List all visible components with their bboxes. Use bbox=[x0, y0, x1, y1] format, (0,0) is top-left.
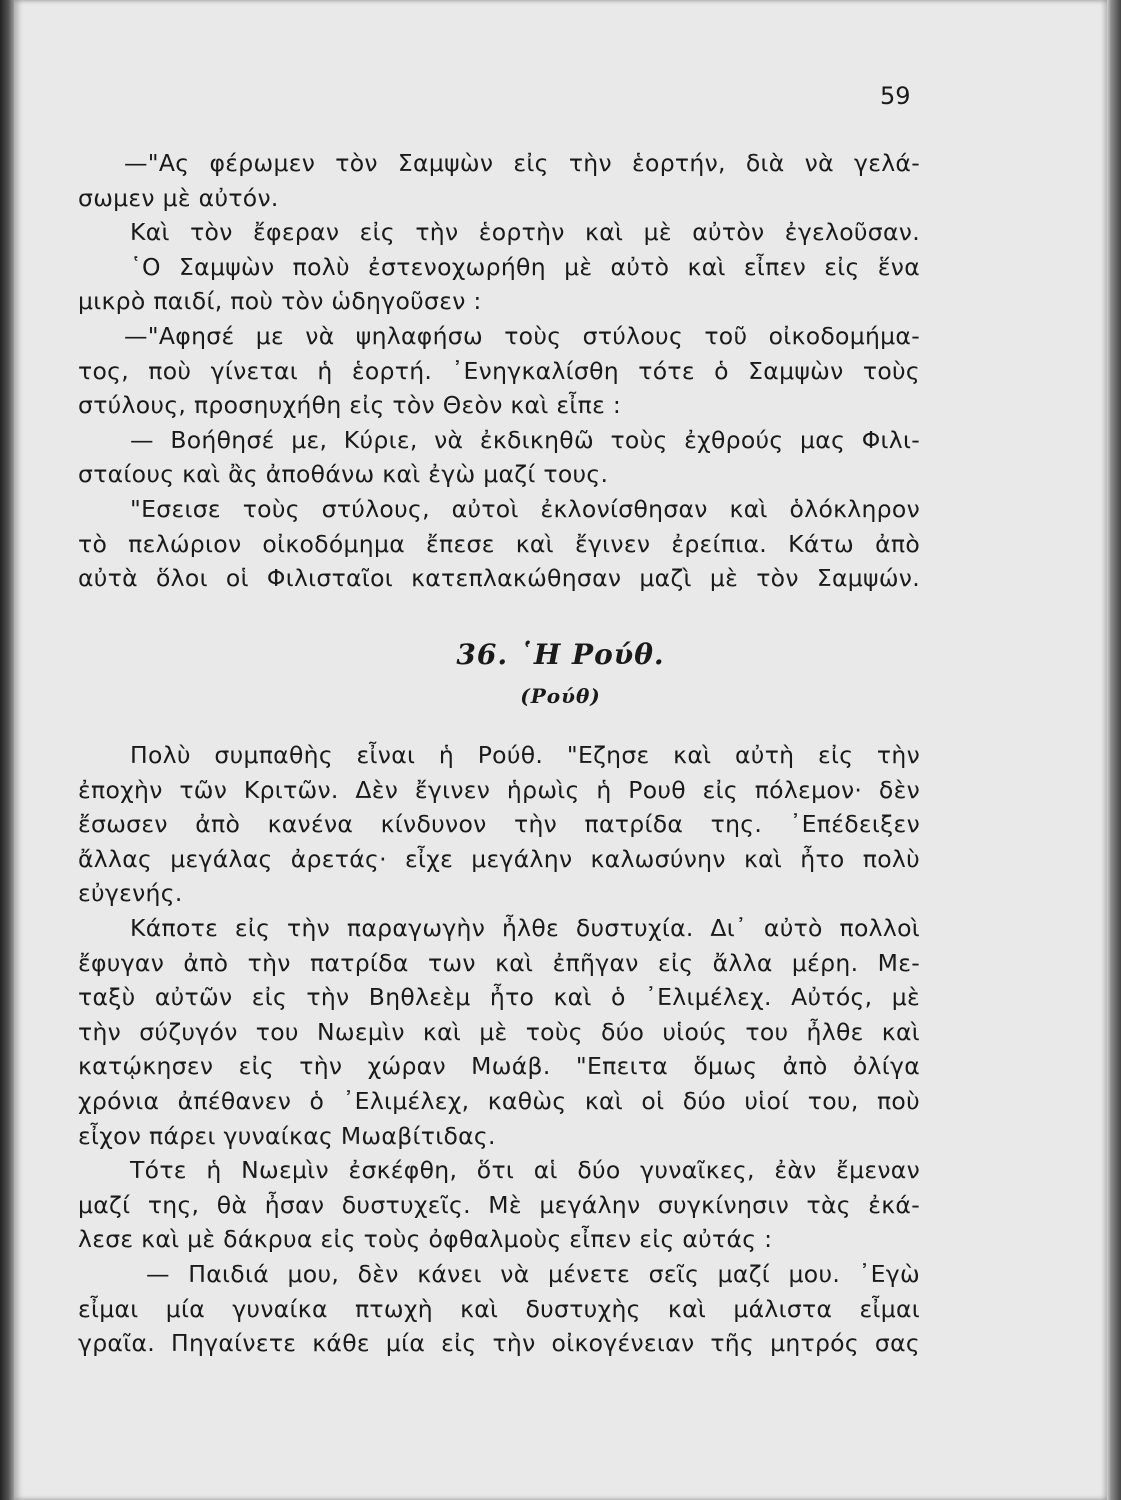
chapter-title: 36. ῾Η Ρούθ. bbox=[456, 638, 665, 671]
text-line: Κάποτε εἰς τὴν παραγωγὴν ἦλθε δυστυχία. Δι᾿ αὐτὸ πολλοὶ bbox=[130, 913, 920, 942]
text-line: ῾Ο Σαμψὼν πολὺ ἐστενοχωρήθη μὲ αὐτὸ καὶ εἶπεν εἰς ἕνα bbox=[130, 252, 920, 281]
text-line: μικρὸ παιδί, ποὺ τὸν ὡδηγοῦσεν : bbox=[78, 287, 482, 316]
paragraph-block-ruth bbox=[78, 738, 920, 1361]
text-line: εἶχον πάρει γυναίκας Μωαβίτιδας. bbox=[78, 1121, 496, 1150]
text-line: Τότε ἡ Νωεμὶν ἐσκέφθη, ὅτι αἱ δύο γυναῖκες, ἐὰν ἔμεναν bbox=[130, 1156, 920, 1185]
text-line: χρόνια ἀπέθανεν ὁ ᾿Ελιμέλεχ, καθὼς καὶ οἱ δύο υἱοί του, ποὺ bbox=[78, 1086, 920, 1115]
text-line: μαζί της, θὰ ἦσαν δυστυχεῖς. Μὲ μεγάλην συγκίνησιν τὰς ἐκά- bbox=[78, 1190, 920, 1219]
text-line: αὐτὰ ὅλοι οἱ Φιλισταῖοι κατεπλακώθησαν μαζὶ μὲ τὸν Σαμψών. bbox=[78, 564, 920, 593]
text-line: "Εσεισε τοὺς στύλους, αὐτοὶ ἐκλονίσθησαν καὶ ὁλόκληρον bbox=[130, 494, 920, 523]
text-line: ταξὺ αὐτῶν εἰς τὴν Βηθλεὲμ ἦτο καὶ ὁ ᾿Ελιμέλεχ. Αὐτός, μὲ bbox=[78, 983, 920, 1012]
chapter-subtitle: (Ρούθ) bbox=[520, 684, 601, 708]
text-line: γραῖα. Πηγαίνετε κάθε μία εἰς τὴν οἰκογένειαν τῆς μητρός σας bbox=[78, 1329, 920, 1358]
paragraph-block-samson bbox=[78, 146, 920, 596]
text-line: σωμεν μὲ αὐτόν. bbox=[78, 183, 279, 212]
left-binding-edge bbox=[0, 0, 14, 1500]
text-line: στύλους, προσηυχήθη εἰς τὸν Θεὸν καὶ εἶπε : bbox=[78, 391, 622, 420]
page-number: 59 bbox=[880, 82, 911, 110]
text-line: τὸ πελώριον οἰκοδόμημα ἔπεσε καὶ ἔγινεν ἐρείπια. Κάτω ἀπὸ bbox=[78, 529, 920, 558]
text-line: ἔσωσεν ἀπὸ κανένα κίνδυνον τὴν πατρίδα της. ᾿Επέδειξεν bbox=[78, 810, 920, 839]
text-line: σταίους καὶ ἂς ἀποθάνω καὶ ἐγὼ μαζί τους. bbox=[78, 460, 609, 489]
text-line: ἄλλας μεγάλας ἀρετάς· εἶχε μεγάλην καλωσύνην καὶ ἦτο πολὺ bbox=[78, 844, 920, 873]
text-line: — Παιδιά μου, δὲν κάνει νὰ μένετε σεῖς μαζί μου. ᾿Εγὼ bbox=[146, 1259, 920, 1288]
right-page-edge bbox=[1107, 0, 1121, 1500]
text-line: τος, ποὺ γίνεται ἡ ἑορτή. ᾿Ενηγκαλίσθη τότε ὁ Σαμψὼν τοὺς bbox=[78, 356, 920, 385]
text-line: —"Αφησέ με νὰ ψηλαφήσω τοὺς στύλους τοῦ οἰκοδομήμα- bbox=[124, 321, 920, 350]
text-line: ἐποχὴν τῶν Κριτῶν. Δὲν ἔγινεν ἡρωὶς ἡ Ρουθ εἰς πόλεμον· δὲν bbox=[78, 775, 920, 804]
text-line: Πολὺ συμπαθὴς εἶναι ἡ Ρούθ. "Εζησε καὶ αὐτὴ εἰς τὴν bbox=[130, 741, 920, 769]
text-line: —"Ας φέρωμεν τὸν Σαμψὼν εἰς τὴν ἑορτήν, διὰ νὰ γελά- bbox=[124, 149, 920, 177]
text-line: κατῴκησεν εἰς τὴν χώραν Μωάβ. "Επειτα ὅμως ἀπὸ ὀλίγα bbox=[78, 1052, 920, 1081]
text-line: τὴν σύζυγόν του Νωεμὶν καὶ μὲ τοὺς δύο υἱούς του ἦλθε καὶ bbox=[78, 1017, 920, 1046]
text-line: ἔφυγαν ἀπὸ τὴν πατρίδα των καὶ ἐπῆγαν εἰς ἄλλα μέρη. Με- bbox=[78, 948, 920, 977]
text-line: Καὶ τὸν ἔφεραν εἰς τὴν ἑορτὴν καὶ μὲ αὐτὸν ἐγελοῦσαν. bbox=[130, 218, 920, 247]
text-line: λεσε καὶ μὲ δάκρυα εἰς τοὺς ὀφθαλμοὺς εἶπεν εἰς αὐτάς : bbox=[78, 1225, 773, 1254]
text-line: — Βοήθησέ με, Κύριε, νὰ ἐκδικηθῶ τοὺς ἐχθρούς μας Φιλι- bbox=[130, 425, 920, 454]
text-line: εὐγενής. bbox=[78, 879, 183, 908]
text-line: εἶμαι μία γυναίκα πτωχὴ καὶ δυστυχὴς καὶ μάλιστα εἶμαι bbox=[78, 1294, 920, 1323]
